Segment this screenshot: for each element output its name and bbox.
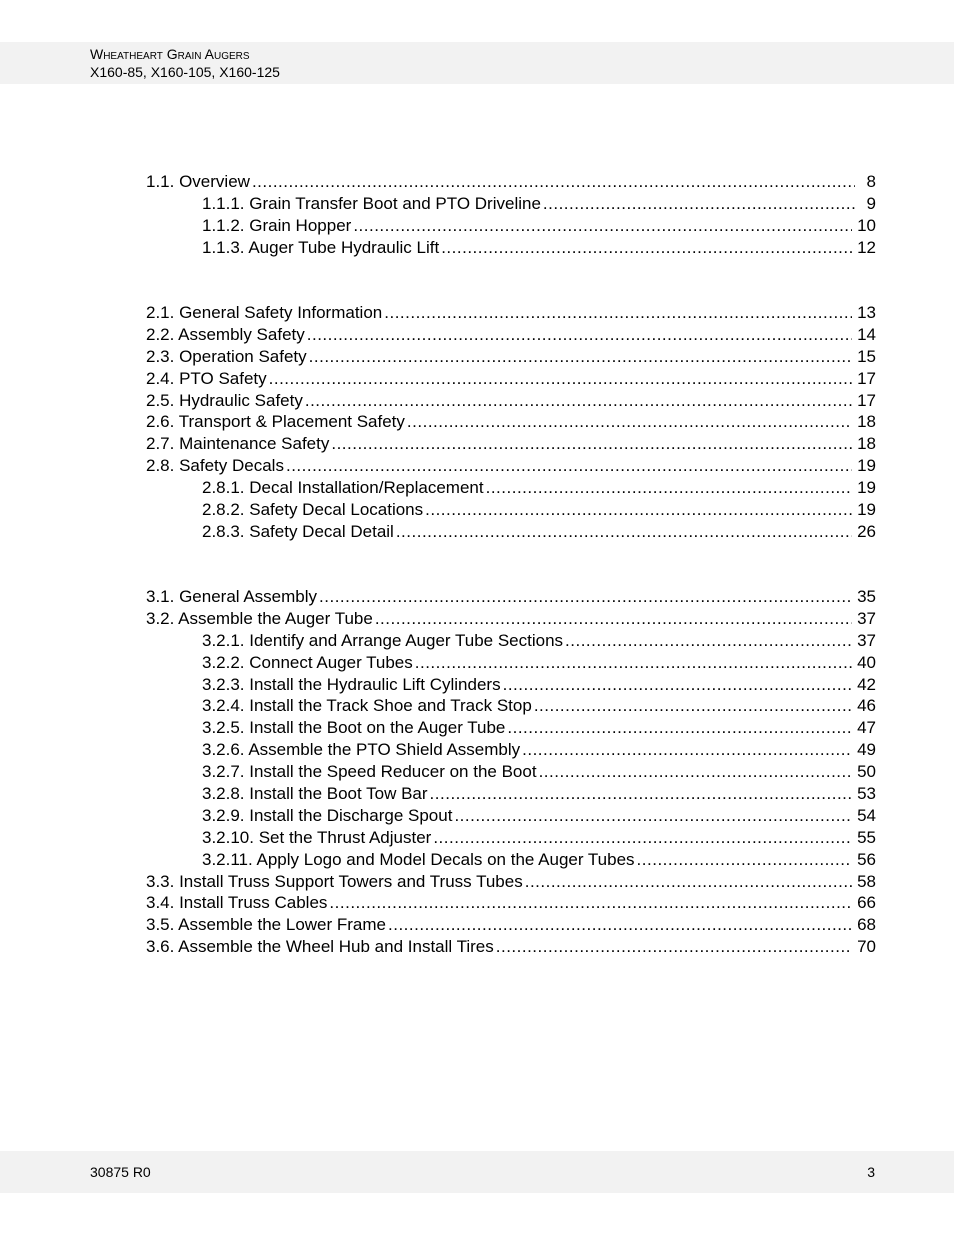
toc-entry-page: 13 (857, 303, 876, 322)
toc-entry-page: 19 (857, 456, 876, 476)
toc-dot-leader (565, 630, 852, 652)
toc-entry[interactable] (146, 695, 876, 717)
page-number: 3 (867, 1164, 875, 1180)
toc-entry[interactable] (146, 761, 876, 783)
toc-dot-leader (388, 914, 852, 936)
toc-entry-page: 17 (857, 368, 876, 388)
toc-entry-page: 47 (857, 718, 876, 738)
toc-entry[interactable] (146, 630, 876, 652)
toc-entry[interactable] (146, 433, 876, 455)
toc-entry-page: 19 (857, 478, 876, 498)
toc-entry-page: 54 (857, 805, 876, 825)
toc-dot-leader (543, 193, 855, 215)
toc-entry-title: 2.7. Maintenance Safety (146, 434, 330, 454)
toc-entry-page: 58 (857, 871, 876, 891)
toc-dot-leader (286, 455, 852, 477)
toc-section-3 (146, 586, 876, 958)
toc-dot-leader (305, 390, 852, 412)
toc-dot-leader (507, 717, 852, 739)
toc-entry-page: 42 (857, 674, 876, 694)
toc-entry-title: 2.3. Operation Safety (146, 346, 307, 366)
toc-entry-page: 14 (857, 324, 876, 344)
toc-entry[interactable] (146, 411, 876, 433)
toc-entry-page: 15 (857, 346, 876, 366)
toc-dot-leader (384, 302, 852, 324)
toc-entry-page: 18 (857, 412, 876, 432)
toc-entry-title: 3.2.5. Install the Boot on the Auger Tube (202, 718, 506, 738)
toc-dot-leader (329, 892, 852, 914)
toc-entry-title: 3.2. Assemble the Auger Tube (146, 608, 373, 628)
toc-entry-title: 3.2.11. Apply Logo and Model Decals on the Auger Tubes (202, 849, 635, 869)
header-models: X160-85, X160-105, X160-125 (90, 64, 280, 80)
toc-entry-title: 2.4. PTO Safety (146, 368, 267, 388)
toc-dot-leader (407, 411, 852, 433)
toc-entry-page: 8 (866, 172, 876, 191)
toc-entry[interactable] (146, 805, 876, 827)
toc-entry-page: 55 (857, 827, 876, 847)
toc-entry[interactable] (146, 215, 876, 237)
page-header (0, 42, 954, 84)
toc-dot-leader (525, 871, 852, 893)
toc-dot-leader (503, 674, 852, 696)
toc-entry[interactable] (146, 193, 876, 215)
toc-entry-page: 12 (857, 237, 876, 257)
toc-dot-leader (433, 827, 852, 849)
toc-entry[interactable] (146, 586, 876, 608)
toc-entry[interactable] (146, 892, 876, 914)
toc-entry[interactable] (146, 849, 876, 871)
toc-entry-title: 3.3. Install Truss Support Towers and Truss Tubes (146, 871, 523, 891)
toc-section-2 (146, 302, 876, 543)
toc-entry-page: 53 (857, 784, 876, 804)
toc-entry[interactable] (146, 171, 876, 193)
toc-entry-title: 2.6. Transport & Placement Safety (146, 412, 405, 432)
toc-entry-title: 2.8.3. Safety Decal Detail (202, 521, 394, 541)
toc-entry-page: 68 (857, 915, 876, 935)
toc-entry-page: 40 (857, 652, 876, 672)
toc-entry-page: 9 (866, 193, 876, 213)
toc-dot-leader (252, 171, 855, 193)
toc-entry-page: 35 (857, 587, 876, 606)
toc-dot-leader (430, 783, 853, 805)
toc-dot-leader (496, 936, 852, 958)
toc-entry-title: 3.2.3. Install the Hydraulic Lift Cylinders (202, 674, 501, 694)
toc-dot-leader (441, 237, 852, 259)
toc-entry-title: 2.8.2. Safety Decal Locations (202, 500, 424, 520)
toc-entry-page: 66 (857, 893, 876, 913)
toc-entry-title: 2.8.1. Decal Installation/Replacement (202, 478, 484, 498)
toc-entry-page: 19 (857, 500, 876, 520)
toc-entry[interactable] (146, 652, 876, 674)
toc-entry[interactable] (146, 914, 876, 936)
toc-entry-title: 1.1.1. Grain Transfer Boot and PTO Driveline (202, 193, 541, 213)
toc-entry-page: 50 (857, 762, 876, 782)
toc-entry-page: 18 (857, 434, 876, 454)
document-number: 30875 R0 (90, 1164, 151, 1180)
toc-entry-page: 37 (857, 608, 876, 628)
toc-entry-title: 1.1.2. Grain Hopper (202, 215, 352, 235)
toc-entry[interactable] (146, 717, 876, 739)
toc-dot-leader (425, 499, 852, 521)
toc-dot-leader (522, 739, 852, 761)
toc-dot-leader (415, 652, 852, 674)
toc-dot-leader (353, 215, 852, 237)
toc-entry-title: 3.2.8. Install the Boot Tow Bar (202, 784, 428, 804)
toc-dot-leader (486, 477, 852, 499)
toc-dot-leader (307, 324, 852, 346)
toc-entry-title: 2.2. Assembly Safety (146, 324, 305, 344)
toc-dot-leader (539, 761, 853, 783)
header-title: Wheatheart Grain Augers (90, 46, 250, 62)
toc-entry[interactable] (146, 521, 876, 543)
toc-entry-page: 17 (857, 390, 876, 410)
toc-dot-leader (319, 586, 852, 608)
toc-entry[interactable] (146, 477, 876, 499)
toc-entry[interactable] (146, 302, 876, 324)
toc-entry-page: 46 (857, 696, 876, 716)
toc-entry[interactable] (146, 455, 876, 477)
toc-entry-title: 3.2.6. Assemble the PTO Shield Assembly (202, 740, 521, 760)
toc-dot-leader (331, 433, 852, 455)
toc-entry[interactable] (146, 783, 876, 805)
toc-entry-title: 3.2.4. Install the Track Shoe and Track Stop (202, 696, 532, 716)
toc-section-1 (146, 171, 876, 259)
toc-entry[interactable] (146, 936, 876, 958)
toc-dot-leader (269, 368, 852, 390)
toc-entry-title: 3.1. General Assembly (146, 587, 318, 606)
toc-entry-page: 49 (857, 740, 876, 760)
toc-entry-title: 3.2.9. Install the Discharge Spout (202, 805, 453, 825)
toc-entry-title: 1.1.3. Auger Tube Hydraulic Lift (202, 237, 440, 257)
page-footer (0, 1151, 954, 1193)
toc-entry-page: 10 (857, 215, 876, 235)
toc-entry-title: 3.2.2. Connect Auger Tubes (202, 652, 413, 672)
toc-entry-title: 2.8. Safety Decals (146, 456, 284, 476)
toc-entry[interactable] (146, 739, 876, 761)
toc-entry-title: 3.2.7. Install the Speed Reducer on the Boot (202, 762, 537, 782)
toc-entry-title: 1.1. Overview (146, 172, 250, 191)
toc-entry[interactable] (146, 324, 876, 346)
toc-entry-title: 3.4. Install Truss Cables (146, 893, 328, 913)
toc-entry-page: 37 (857, 630, 876, 650)
toc-entry-title: 3.2.10. Set the Thrust Adjuster (202, 827, 432, 847)
toc-entry-title: 3.5. Assemble the Lower Frame (146, 915, 387, 935)
toc-entry[interactable] (146, 827, 876, 849)
toc-entry[interactable] (146, 237, 876, 259)
toc-entry-title: 2.1. General Safety Information (146, 303, 383, 322)
toc-entry[interactable] (146, 368, 876, 390)
toc-entry[interactable] (146, 499, 876, 521)
toc-entry-title: 3.2.1. Identify and Arrange Auger Tube Sections (202, 630, 564, 650)
toc-entry-title: 2.5. Hydraulic Safety (146, 390, 303, 410)
toc-entry-page: 26 (857, 521, 876, 541)
toc-dot-leader (375, 608, 852, 630)
toc-entry[interactable] (146, 390, 876, 412)
toc-entry-page: 70 (857, 937, 876, 957)
toc-dot-leader (534, 695, 852, 717)
toc-entry-title: 3.6. Assemble the Wheel Hub and Install Tires (146, 937, 494, 957)
toc-dot-leader (309, 346, 852, 368)
toc-dot-leader (396, 521, 852, 543)
toc-entry-page: 56 (857, 849, 876, 869)
toc-entry[interactable] (146, 608, 876, 630)
toc-entry[interactable] (146, 871, 876, 893)
toc-entry[interactable] (146, 674, 876, 696)
toc-entry[interactable] (146, 346, 876, 368)
toc-dot-leader (454, 805, 852, 827)
toc-dot-leader (637, 849, 853, 871)
